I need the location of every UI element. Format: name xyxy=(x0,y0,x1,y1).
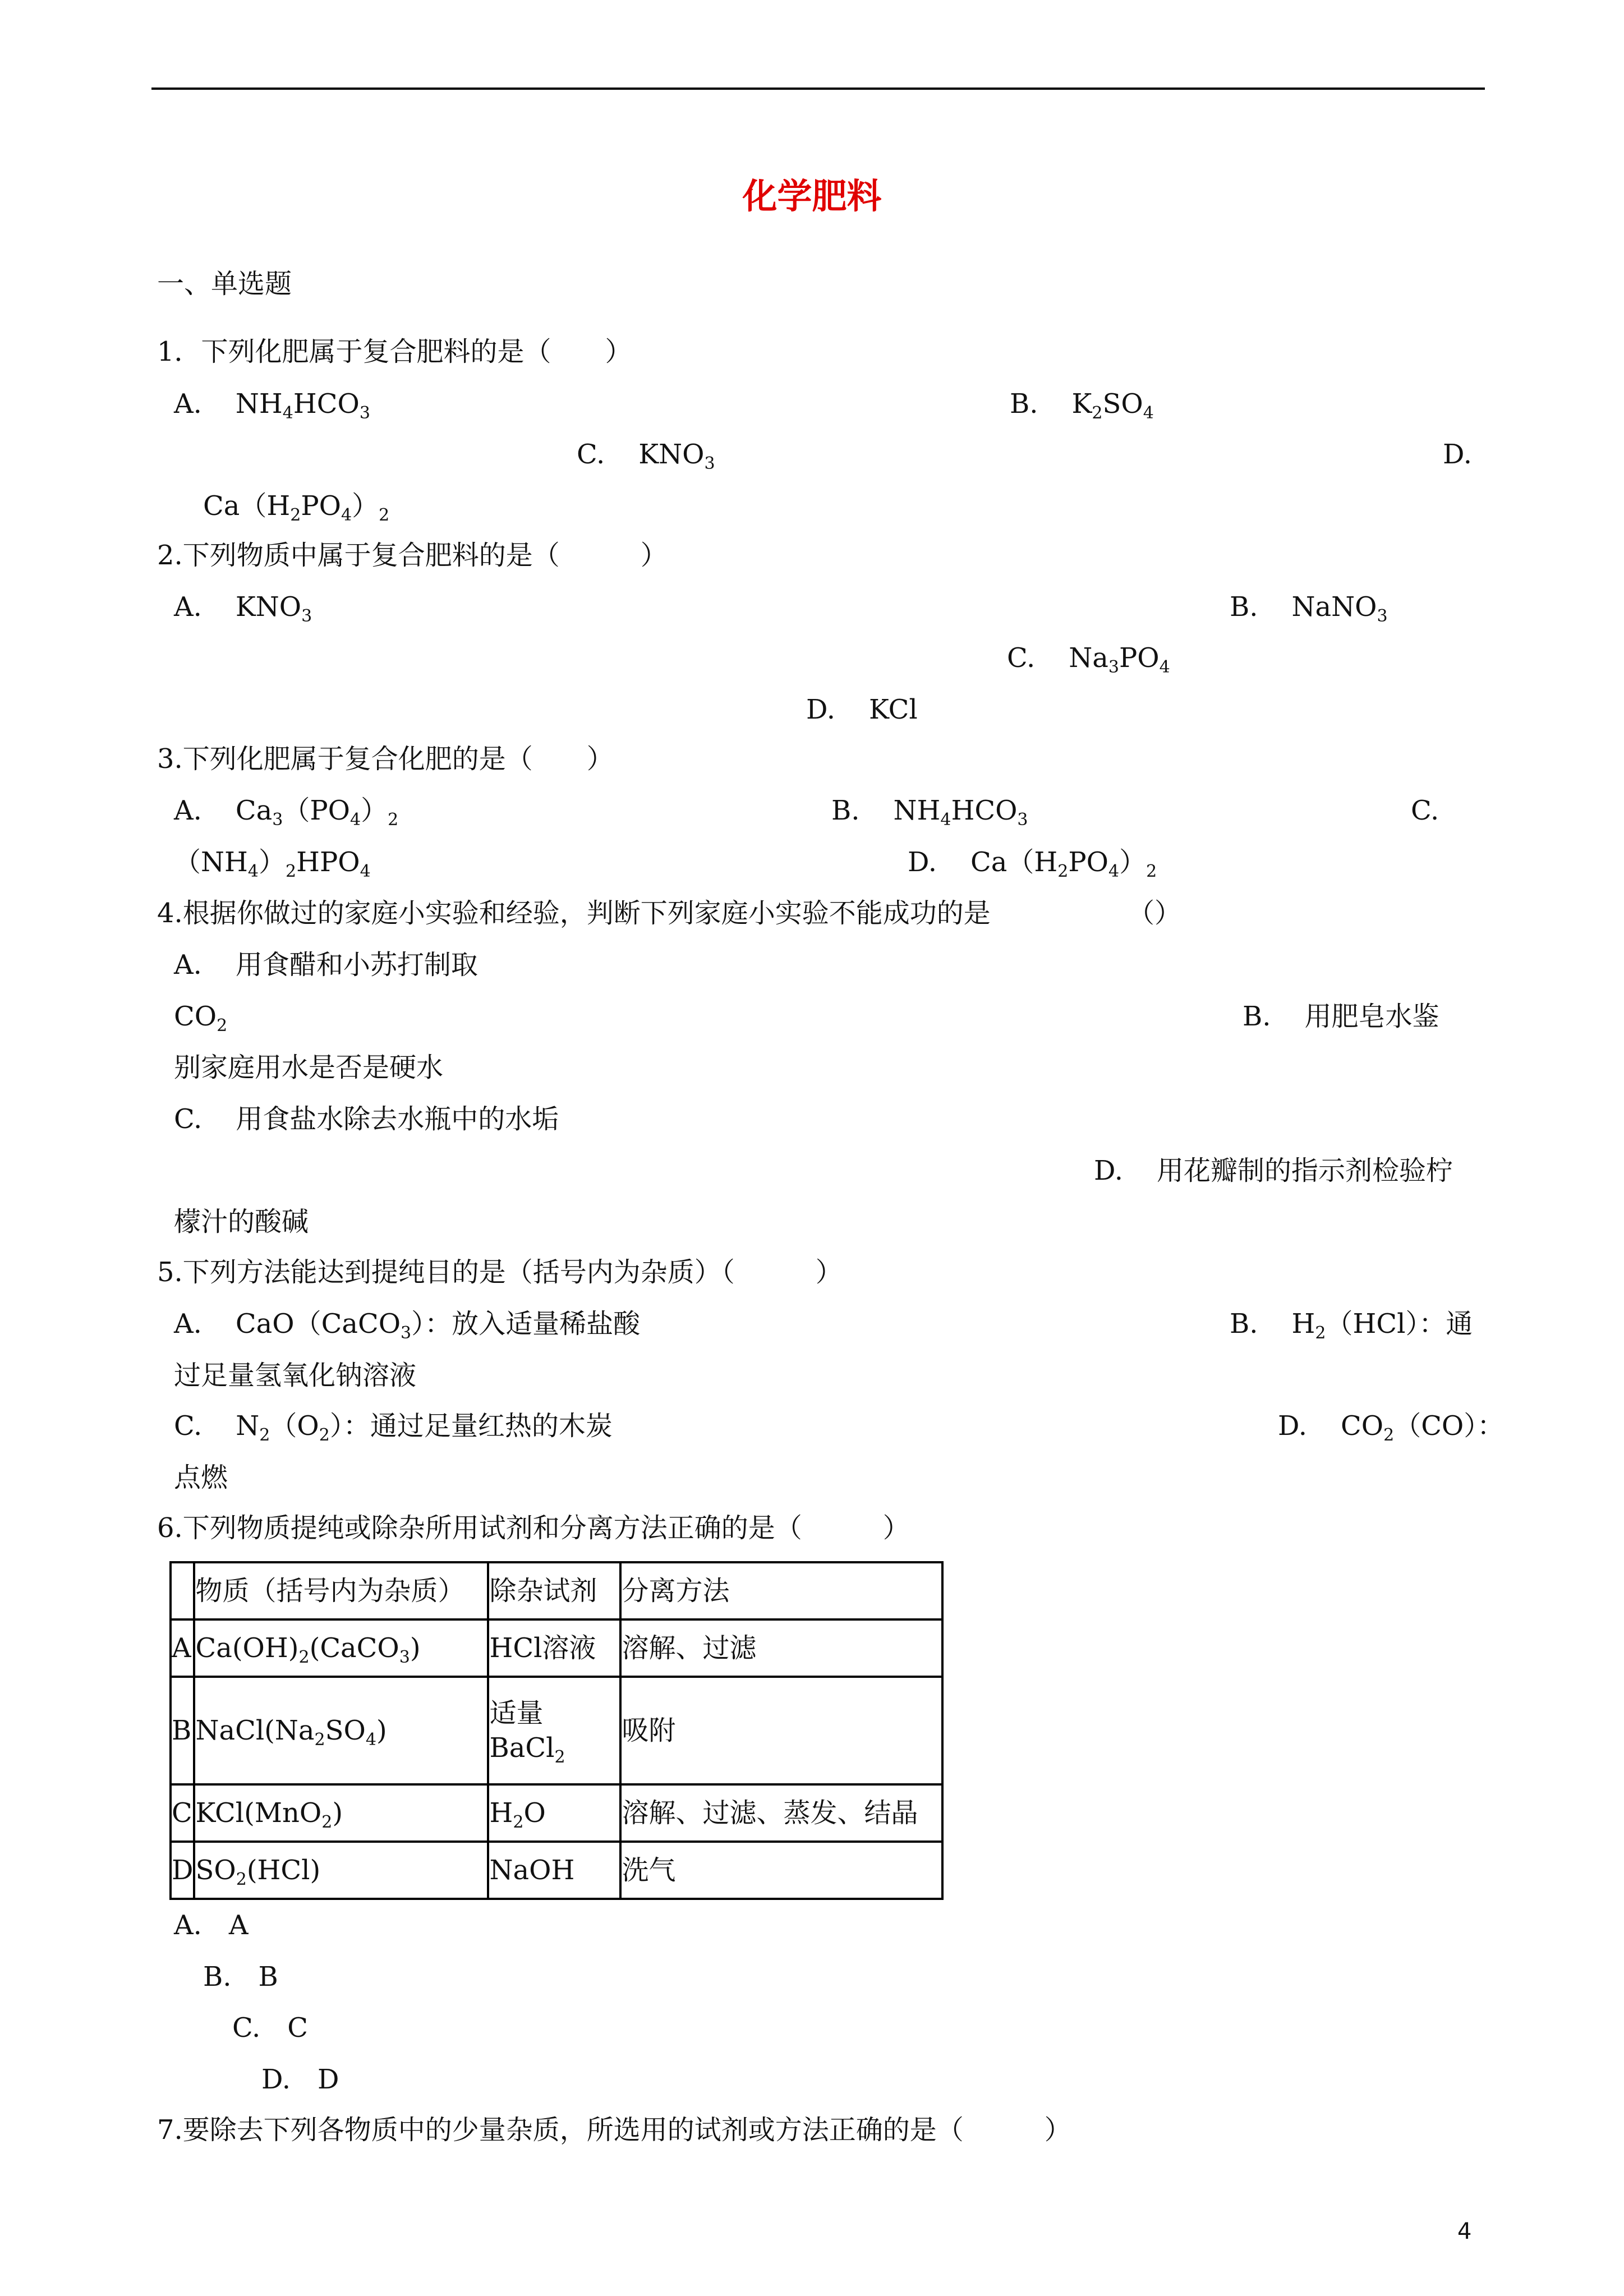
q5-option-b[interactable]: B. $H_2(HCl)$：通 xyxy=(1230,1308,1473,1343)
q4-option-a-cont: $CO_2$ xyxy=(174,1001,228,1036)
q5-stem: 5.下列方法能达到提纯目的是（括号内为杂质）（ ） xyxy=(157,1257,843,1288)
q6-option-d[interactable]: D. D xyxy=(261,2064,339,2095)
q4-option-a[interactable]: A. 用食醋和小苏打制取 xyxy=(174,949,478,981)
q5-option-d-cont: 点燃 xyxy=(174,1462,228,1493)
option-letter: C. xyxy=(577,439,605,470)
header-rule xyxy=(151,88,1485,90)
q6-option-a[interactable]: A. A xyxy=(174,1910,249,1941)
q2-option-b[interactable]: B. NaNO$_3$ xyxy=(1230,591,1388,626)
q2-option-d[interactable]: D. KCl xyxy=(806,694,918,725)
q4-stem-paren: （） xyxy=(1128,898,1182,929)
row-reagent: NaOH xyxy=(488,1842,620,1899)
q3-stem: 3.下列化肥属于复合化肥的是（ ） xyxy=(157,743,614,775)
option-letter: A. xyxy=(174,388,202,420)
q3-option-c[interactable]: $(NH_4)_2HPO_4$ xyxy=(174,846,371,881)
q2-stem: 2.下列物质中属于复合肥料的是（ ） xyxy=(157,540,668,571)
q4-option-b-cont: 别家庭用水是否是硬水 xyxy=(174,1052,444,1083)
table-row xyxy=(171,1677,942,1784)
q5-option-a[interactable]: A. CaO（CaCO$_3$）：放入适量稀盐酸 xyxy=(174,1308,641,1343)
row-method: 吸附 xyxy=(620,1677,942,1784)
q1-option-c[interactable]: C. $KNO_3$ xyxy=(577,439,715,473)
row-method: 洗气 xyxy=(620,1842,942,1899)
table-header-row xyxy=(171,1562,942,1619)
table-row xyxy=(171,1619,942,1677)
q5-option-c[interactable]: C. $N_2(O_2)$：通过足量红热的木炭 xyxy=(174,1410,613,1445)
q2-option-a[interactable]: A. $KNO_3$ xyxy=(174,591,312,626)
table-header-cell: 除杂试剂 xyxy=(488,1562,620,1619)
q6-option-c[interactable]: C. C xyxy=(232,2012,309,2044)
q4-option-d[interactable]: D. 用花瓣制的指示剂检验柠 xyxy=(1094,1155,1453,1186)
row-substance: $NaCl(Na_2SO_4)$ xyxy=(194,1677,488,1784)
q3-option-a[interactable]: A. $Ca_3(PO_4)_2$ xyxy=(174,795,399,830)
section-heading: 一、单选题 xyxy=(157,268,292,300)
row-reagent: $H_2O$ xyxy=(488,1784,620,1842)
row-substance: KCl(MnO$_2$) xyxy=(194,1784,488,1842)
page-title: 化学肥料 xyxy=(742,176,882,217)
q1-option-a[interactable]: A. $NH_4HCO_3$ xyxy=(174,388,370,423)
q3-option-b[interactable]: B. $NH_4HCO_3$ xyxy=(831,795,1028,830)
q1-stem: 1．下列化肥属于复合肥料的是（ ） xyxy=(157,336,632,367)
q2-option-c[interactable]: C. $Na_3PO_4$ xyxy=(1007,642,1170,677)
q6-option-b[interactable]: B. B xyxy=(203,1961,278,1993)
table-row xyxy=(171,1842,942,1899)
page-number: 4 xyxy=(1457,2219,1472,2244)
row-key: A xyxy=(171,1619,194,1677)
q3-option-d[interactable]: D. $Ca(H_2PO_4)_2$ xyxy=(908,846,1157,881)
q5-option-b-cont: 过足量氢氧化钠溶液 xyxy=(174,1360,417,1391)
q4-option-b[interactable]: B. 用肥皂水鉴 xyxy=(1243,1001,1439,1032)
q7-stem: 7.要除去下列各物质中的少量杂质，所选用的试剂或方法正确的是（ ） xyxy=(157,2114,1071,2146)
q6-table xyxy=(169,1561,944,1900)
q5-option-d[interactable]: D. $CO_2(CO)$： xyxy=(1278,1410,1505,1445)
row-reagent: 适量 BaCl$_2$ xyxy=(488,1677,620,1784)
q4-option-d-cont: 檬汁的酸碱 xyxy=(174,1206,309,1237)
q1-option-b[interactable]: B. $K_2SO_4$ xyxy=(1010,388,1154,423)
q6-stem: 6.下列物质提纯或除杂所用试剂和分离方法正确的是（ ） xyxy=(157,1512,910,1544)
q3-option-c-label[interactable]: C. xyxy=(1411,795,1439,826)
q4-option-c[interactable]: C. 用食盐水除去水瓶中的水垢 xyxy=(174,1103,559,1135)
row-substance: $Ca(OH)_2(CaCO_3)$ xyxy=(194,1619,488,1677)
row-substance: $SO_2(HCl)$ xyxy=(194,1842,488,1899)
row-key: D xyxy=(171,1842,194,1899)
row-key: C xyxy=(171,1784,194,1842)
q1-option-d-label[interactable]: D. xyxy=(1443,439,1473,470)
table-header-cell: 物质（括号内为杂质） xyxy=(194,1562,488,1619)
table-row xyxy=(171,1784,942,1842)
row-reagent: HCl溶液 xyxy=(488,1619,620,1677)
option-letter: B. xyxy=(1010,388,1038,420)
q4-stem: 4.根据你做过的家庭小实验和经验，判断下列家庭小实验不能成功的是 xyxy=(157,898,991,929)
table-header-cell xyxy=(171,1562,194,1619)
table-header-cell: 分离方法 xyxy=(620,1562,942,1619)
row-key: B xyxy=(171,1677,194,1784)
row-method: 溶解、过滤、蒸发、结晶 xyxy=(620,1784,942,1842)
row-method: 溶解、过滤 xyxy=(620,1619,942,1677)
q1-option-d[interactable]: $Ca(H_2PO_4)_2$ xyxy=(203,490,390,525)
